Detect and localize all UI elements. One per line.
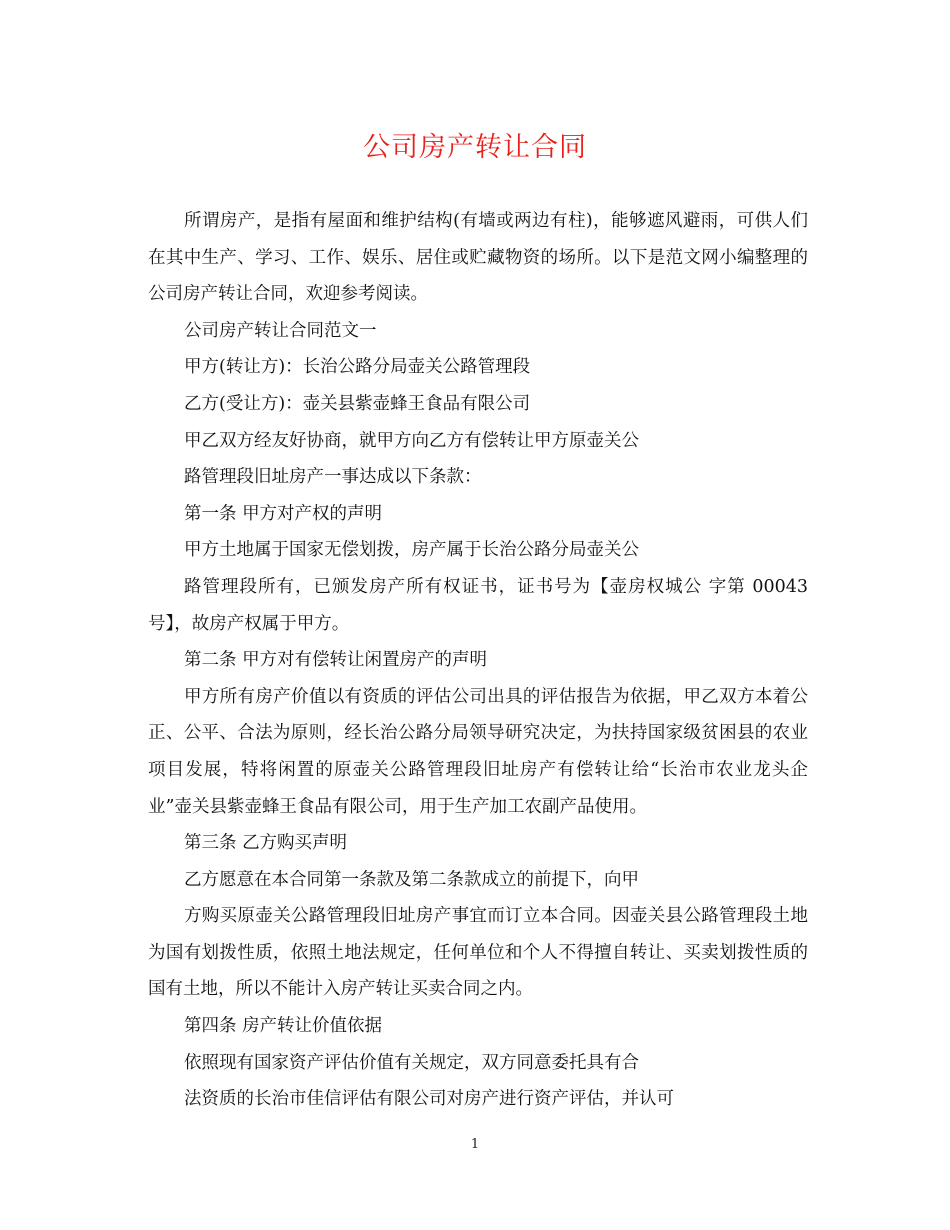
paragraph-party-b: 乙方(受让方)：壶关县紫壶蜂王食品有限公司 [184,393,531,414]
article-1-heading: 第一条 甲方对产权的声明 [184,503,383,524]
paragraph-intro: 所谓房产，是指有屋面和维护结构(有墙或两边有柱)，能够遮风避雨，可供人们在其中生产、学习、工作、娱乐、居住或贮藏物资的场所。以下是范文网小编整理的公司房产转让合同，欢迎参考阅读。 [148,211,808,305]
paragraph-agreement-1: 甲乙双方经友好协商，就甲方向乙方有偿转让甲方原壶关公 [184,430,639,451]
article-3-heading: 第三条 乙方购买声明 [184,833,348,854]
article-1-text-1: 甲方土地属于国家无偿划拨，房产属于长治公路分局壶关公 [184,540,639,561]
document-body [148,203,808,1118]
paragraph-sample-heading: 公司房产转让合同范文一 [184,320,377,341]
document-title: 公司房产转让合同 [363,132,587,163]
paragraph-agreement-2: 路管理段旧址房产一事达成以下条款： [184,467,482,488]
page-number: 1 [470,1137,480,1152]
article-3-text-2: 方购买原壶关公路管理段旧址房产事宜而订立本合同。因壶关县公路管理段土地为国有划拨性质，依照土地法规定，任何单位和个人不得擅自转让、买卖划拨性质的国有土地，所以不能计入房产转让买卖合同之内。 [148,906,808,1000]
article-4-text-1: 依照现有国家资产评估价值有关规定，双方同意委托具有合 [184,1052,639,1073]
article-4-heading: 第四条 房产转让价值依据 [184,1016,383,1037]
article-1-text-2: 路管理段所有，已颁发房产所有权证书，证书号为【壶房权城公 字第 00043 号】，故房产权属于甲方。 [148,576,808,634]
article-2-heading: 第二条 甲方对有偿转让闲置房产的声明 [184,650,488,671]
article-3-text-1: 乙方愿意在本合同第一条款及第二条款成立的前提下，向甲 [184,869,639,890]
article-2-text: 甲方所有房产价值以有资质的评估公司出具的评估报告为依据，甲乙双方本着公正、公平、合法为原则，经长治公路分局领导研究决定，为扶持国家级贫困县的农业项目发展，特将闲置的原壶关公路管理段旧址房产有偿转让给“长治市农业龙头企业”壶关县紫壶蜂王食品有限公司，用于生产加工农副产品使用。 [148,686,808,817]
paragraph-party-a: 甲方(转让方)：长治公路分局壶关公路管理段 [184,357,531,378]
article-4-text-2: 法资质的长治市佳信评估有限公司对房产进行资产评估，并认可 [184,1089,674,1110]
